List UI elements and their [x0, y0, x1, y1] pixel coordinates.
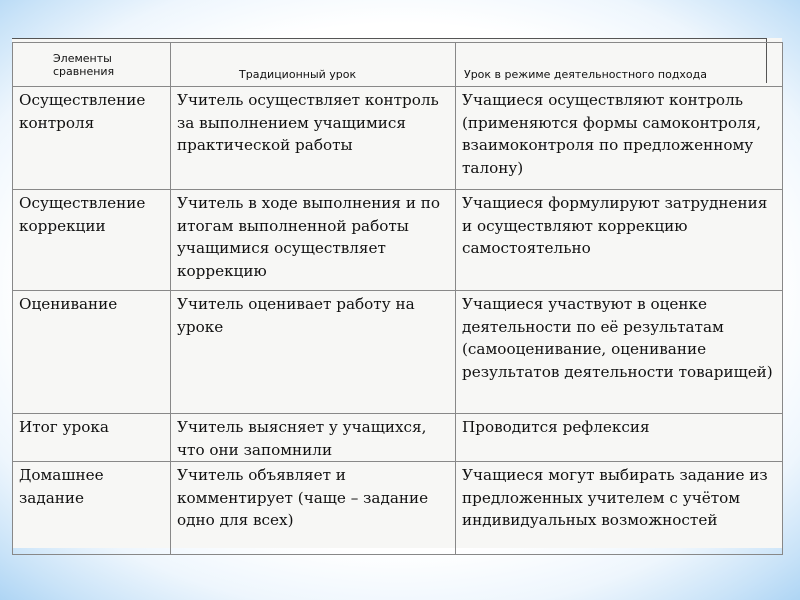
table-row [13, 414, 783, 462]
cell-activity: Учащиеся осуществляют контроль (применяются формы самоконтроля, взаимоконтроля по предложенному талону) [456, 87, 783, 190]
cell-activity: Проводится рефлексия [456, 414, 783, 462]
header-top-border [12, 38, 767, 39]
cell-element: Осуществление контроля [13, 87, 171, 190]
cell-traditional: Учитель в ходе выполнения и по итогам выполненной работы учащимися осуществляет коррекцию [171, 190, 456, 291]
cell-traditional: Учитель осуществляет контроль за выполнением учащимися практической работы [171, 87, 456, 190]
cell-activity: Учащиеся могут выбирать задание из предложенных учителем с учётом индивидуальных возможностей [456, 462, 783, 555]
header-activity-approach-lesson: Урок в режиме деятельностного подхода [456, 43, 783, 87]
cell-element: Домашнее задание [13, 462, 171, 555]
cell-element: Осуществление коррекции [13, 190, 171, 291]
header-traditional-lesson: Традиционный урок [171, 43, 456, 87]
table-row [13, 291, 783, 414]
table-row [13, 87, 783, 190]
table-header-row [13, 43, 783, 87]
table-row [13, 190, 783, 291]
cell-traditional: Учитель выясняет у учащихся, что они запомнили [171, 414, 456, 462]
table-row [13, 462, 783, 555]
cell-traditional: Учитель объявляет и комментирует (чаще – задание одно для всех) [171, 462, 456, 555]
cell-traditional: Учитель оценивает работу на уроке [171, 291, 456, 414]
cell-element: Оценивание [13, 291, 171, 414]
comparison-table [12, 42, 783, 555]
cell-activity: Учащиеся участвуют в оценке деятельности по её результатам (самооценивание, оценивание результатов деятельности товарищей) [456, 291, 783, 414]
cell-element: Итог урока [13, 414, 171, 462]
header-elements: Элементы сравнения [13, 43, 171, 87]
cell-activity: Учащиеся формулируют затруднения и осуществляют коррекцию самостоятельно [456, 190, 783, 291]
